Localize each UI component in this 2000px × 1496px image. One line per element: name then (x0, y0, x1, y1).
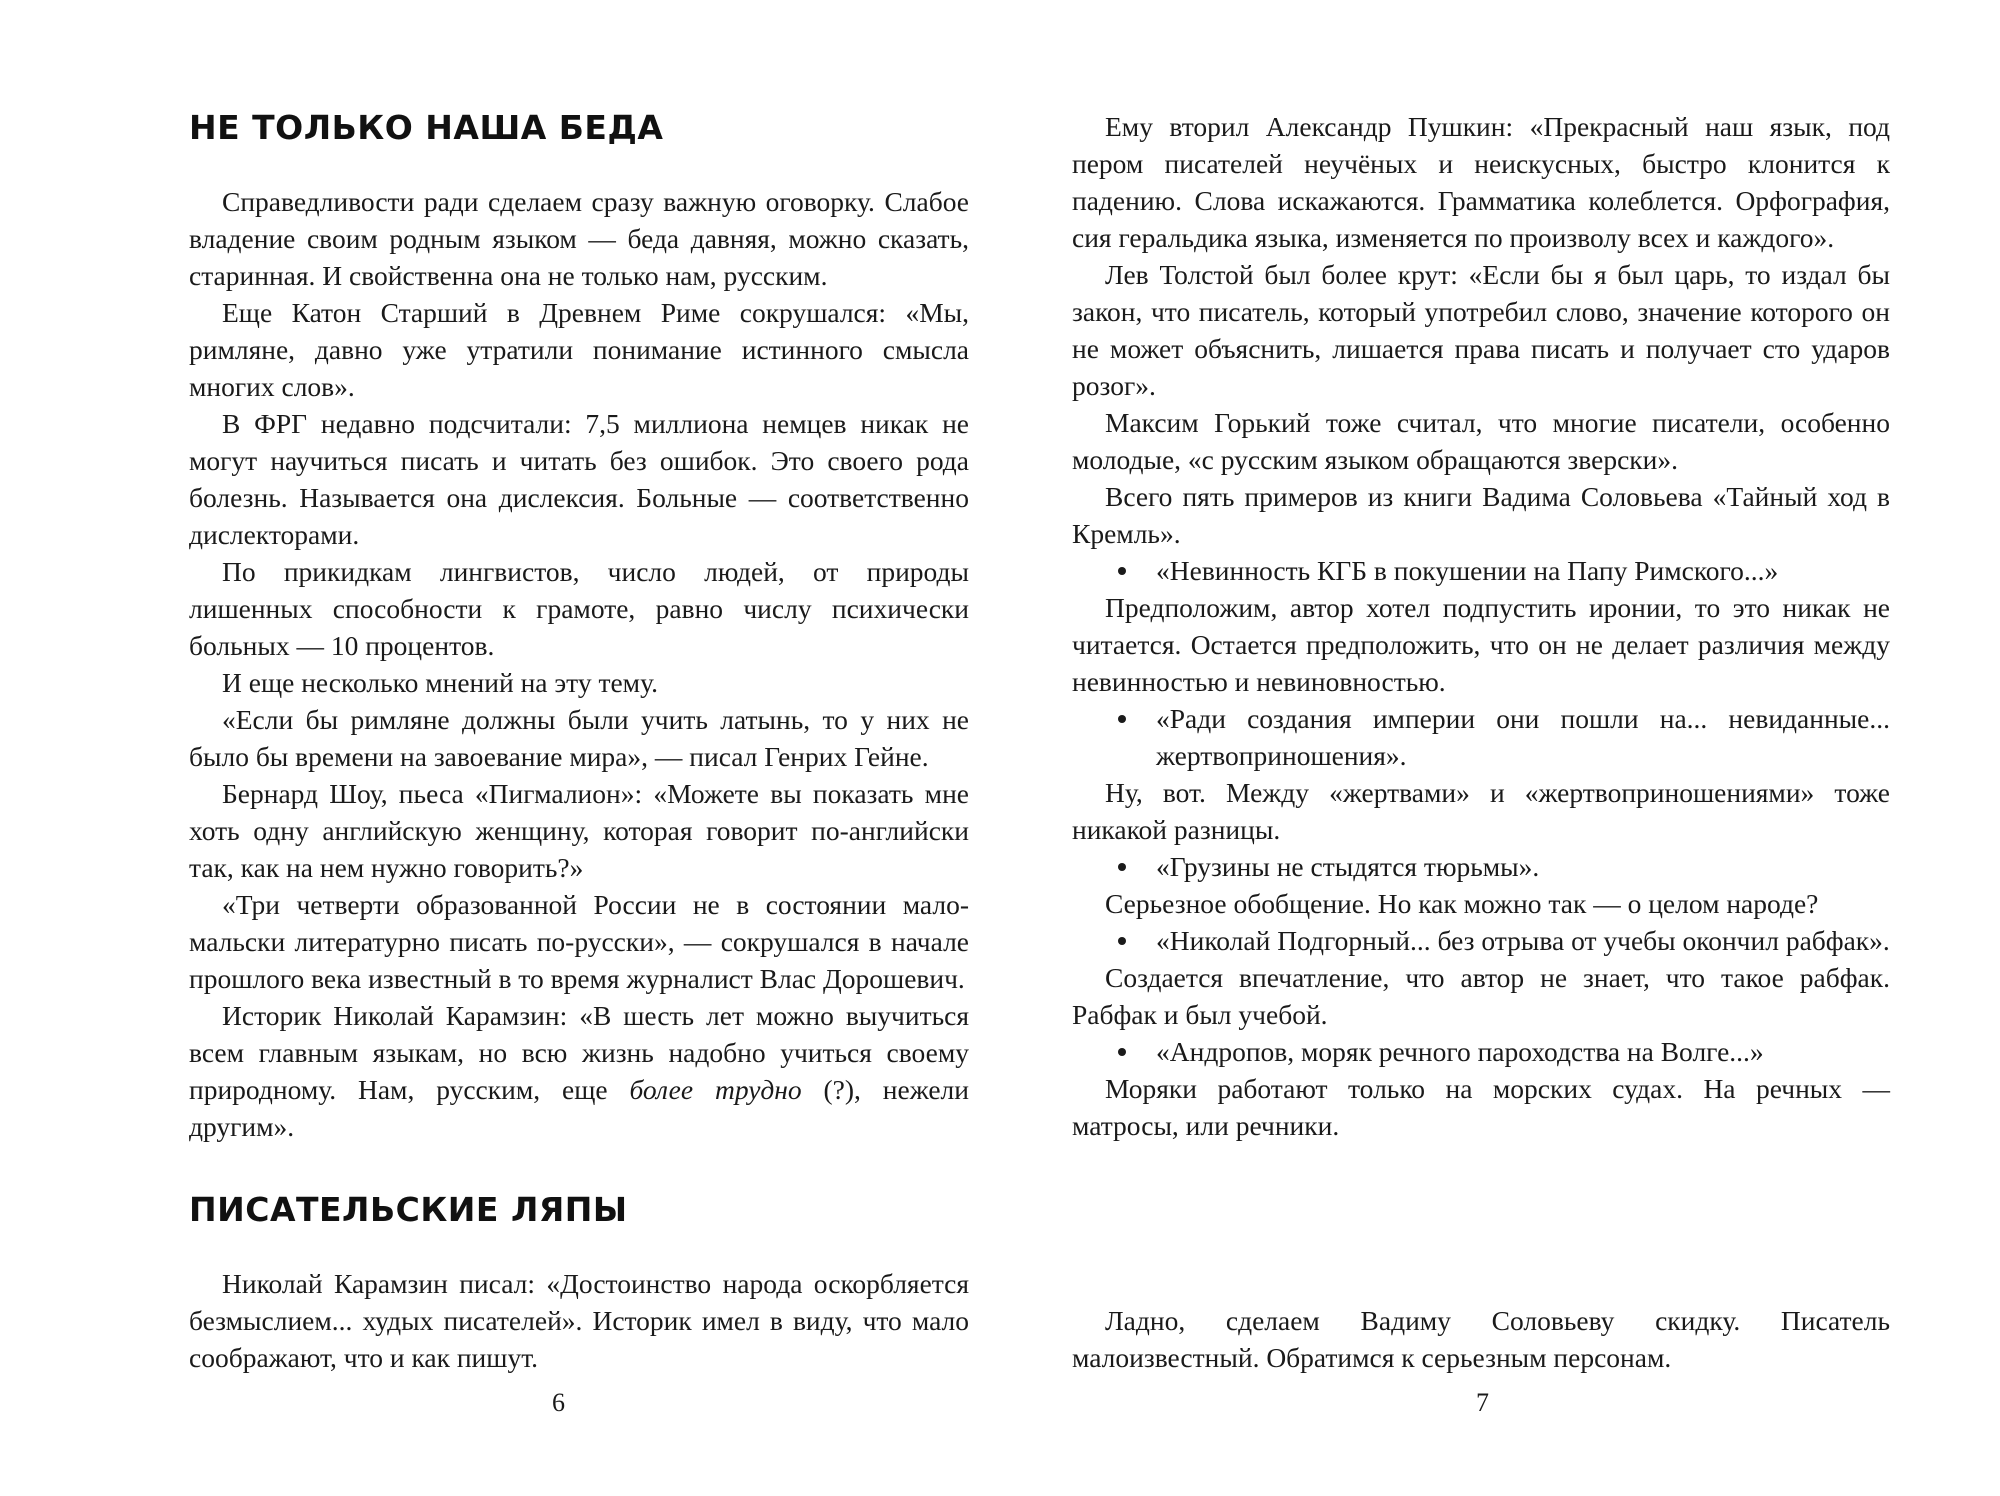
italic-phrase: более трудно (629, 1074, 802, 1105)
left-section-2 (189, 1190, 969, 1229)
paragraph: Ну, вот. Между «жертвами» и «жертвоприношениями» тоже никакой разницы. (1072, 777, 1890, 845)
paragraph: Лев Толстой был более крут: «Если бы я был царь, то издал бы закон, что писатель, который употребил слово, значение которого он не может объяснить, лишается права писать и получает сто ударов розог». (1072, 259, 1890, 401)
bullet-item (1072, 1033, 1890, 1070)
bullet-text: «Грузины не стыдятся тюрьмы». (1156, 851, 1540, 882)
paragraph: И еще несколько мнений на эту тему. (222, 667, 658, 698)
bullet-icon (1118, 715, 1126, 723)
left-text-block-1 (189, 183, 969, 1145)
paragraph: Справедливости ради сделаем сразу важную оговорку. Слабое владение своим родным языком — беда давняя, можно сказать, старинная. И свойственна она не только нам, русским. (189, 186, 969, 291)
paragraph: Максим Горький тоже считал, что многие писатели, особенно молодые, «с русским языком обращаются зверски». (1072, 407, 1890, 475)
bullet-item (1072, 700, 1890, 774)
paragraph: Ему вторил Александр Пушкин: «Прекрасный наш язык, под пером писателей неучёных и неискусных, быстро клонится к падению. Слова искажаются. Грамматика колеблется. Орфография, сия геральдика языка, изменяется по произволу всех и каждого». (1072, 111, 1890, 253)
paragraph-text: (?), нежели другим». (189, 1074, 970, 1142)
section-heading: НЕ ТОЛЬКО НАША БЕДА (189, 108, 664, 147)
section-heading: ПИСАТЕЛЬСКИЕ ЛЯПЫ (189, 1190, 628, 1229)
paragraph-text: Историк Николай Карамзин: «В шесть лет можно выучиться всем главным языкам, но всю жизнь надобно учиться своему природному. Нам, русским, еще (189, 1000, 969, 1105)
page-number: 7 (1476, 1388, 1489, 1417)
bullet-item (1072, 552, 1890, 589)
paragraph: Николай Карамзин писал: «Достоинство народа оскорбляется безмыслием... худых писателей». Историк имел в виду, что мало соображают, что и как пишут. (189, 1268, 969, 1373)
paragraph: По прикидкам лингвистов, число людей, от природы лишенных способности к грамоте, равно числу психически больных — 10 процентов. (189, 556, 969, 661)
left-section-1 (189, 108, 969, 147)
bullet-text: «Невинность КГБ в покушении на Папу Римского...» (1156, 555, 1779, 586)
right-text-block-2 (1072, 1302, 1890, 1376)
paragraph: Ладно, сделаем Вадиму Соловьеву скидку. Писатель малоизвестный. Обратимся к серьезным персонам. (1072, 1305, 1890, 1373)
paragraph: «Если бы римляне должны были учить латынь, то у них не было бы времени на завоевание мира», — писал Генрих Гейне. (189, 704, 969, 772)
paragraph: Еще Катон Старший в Древнем Риме сокрушался: «Мы, римляне, давно уже утратили понимание истинного смысла многих слов». (189, 297, 969, 402)
bullet-icon (1118, 937, 1126, 945)
bullet-text: «Ради создания империи они пошли на... невиданные... жертвоприношения». (1156, 703, 1890, 771)
bullet-item (1072, 848, 1890, 885)
right-page (1000, 0, 2000, 1496)
paragraph: «Три четверти образованной России не в состоянии мало-мальски литературно писать по-русски», — сокрушался в начале прошлого века известный в то время журналист Влас Дорошевич. (189, 889, 969, 994)
paragraph (189, 997, 969, 1145)
page-number: 6 (552, 1388, 565, 1417)
left-text-block-2 (189, 1265, 969, 1376)
paragraph: Всего пять примеров из книги Вадима Соловьева «Тайный ход в Кремль». (1072, 481, 1890, 549)
bullet-icon (1118, 567, 1126, 575)
paragraph: В ФРГ недавно подсчитали: 7,5 миллиона немцев никак не могут научиться писать и читать без ошибок. Это своего рода болезнь. Называется она дислексия. Больные — соответственно дислекторами. (189, 408, 969, 550)
paragraph: Бернард Шоу, пьеса «Пигмалион»: «Можете вы показать мне хоть одну английскую женщину, которая говорит по-английски так, как на нем нужно говорить?» (189, 778, 969, 883)
right-text-block (1072, 108, 1890, 1144)
paragraph: Моряки работают только на морских судах. На речных — матросы, или речники. (1072, 1073, 1890, 1141)
paragraph: Предположим, автор хотел подпустить иронии, то это никак не читается. Остается предположить, что он не делает различия между невинностью и невиновностью. (1072, 592, 1890, 697)
bullet-item (1072, 922, 1890, 959)
paragraph: Создается впечатление, что автор не знает, что такое рабфак. Рабфак и был учебой. (1072, 962, 1890, 1030)
bullet-text: «Андропов, моряк речного пароходства на Волге...» (1156, 1036, 1764, 1067)
bullet-text: «Николай Подгорный... без отрыва от учебы окончил рабфак». (1156, 925, 1890, 956)
bullet-icon (1118, 863, 1126, 871)
bullet-icon (1118, 1048, 1126, 1056)
paragraph: Серьезное обобщение. Но как можно так — о целом народе? (1105, 888, 1819, 919)
